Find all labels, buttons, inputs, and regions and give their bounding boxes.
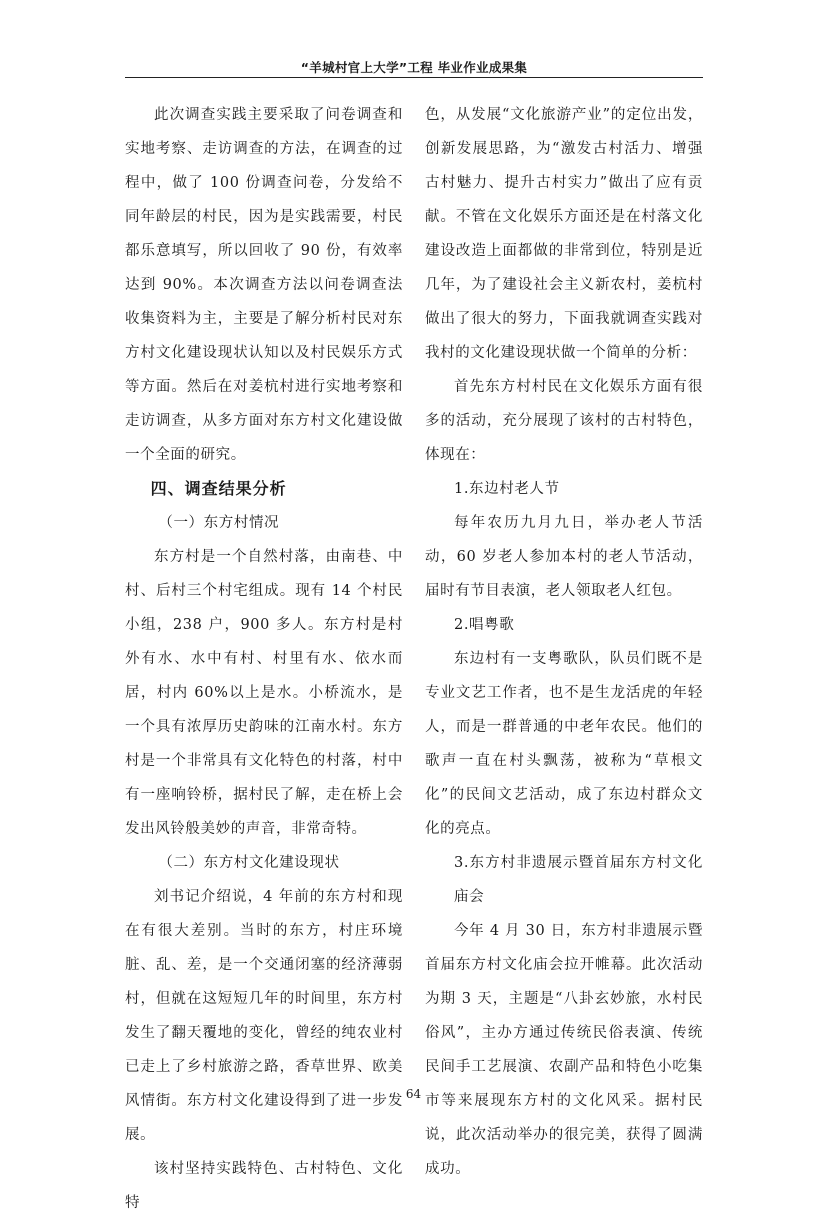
left-column: [125, 98, 403, 1220]
paragraph: 每年农历九月九日，举办老人节活动，60 岁老人参加本村的老人节活动，届时有节目表演，老人领取老人红包。: [425, 515, 703, 599]
subsection-heading: （一）东方村情况: [158, 515, 280, 531]
list-item-heading: 2.唱粤歌: [454, 617, 515, 633]
list-item-heading: 3.东方村非遗展示暨首届东方村文化庙会: [454, 855, 703, 905]
header-rule: [125, 77, 703, 78]
page-number: 64: [405, 1087, 422, 1101]
paragraph: 刘书记介绍说，4 年前的东方村和现在有很大差别。当时的东方，村庄环境脏、乱、差，是一个交通闭塞的经济薄弱村，但就在这短短几年的时间里，东方村发生了翻天覆地的变化，曾经的纯农业村已走上了乡村旅游之路，香草世界、欧美风情街。东方村文化建设得到了进一步发展。: [125, 889, 403, 1143]
list-item-heading: 1.东边村老人节: [454, 481, 560, 497]
section-heading: 四、调查结果分析: [150, 479, 287, 498]
paragraph: 色，从发展“文化旅游产业”的定位出发，创新发展思路，为“激发古村活力、增强古村魅力、提升古村实力”做出了应有贡献。不管在文化娱乐方面还是在村落文化建设改造上面都做的非常到位，特别是近几年，为了建设社会主义新农村，姜杭村做出了很大的努力，下面我就调查实践对我村的文化建设现状做一个简单的分析：: [425, 107, 703, 361]
paragraph: 此次调查实践主要采取了问卷调查和实地考察、走访调查的方法，在调查的过程中，做了 100 份调查问卷，分发给不同年龄层的村民，因为是实践需要，村民都乐意填写，所以回收了 90 份，有效率达到 90%。本次调查方法以问卷调查法收集资料为主，主要是了解分析村民对东方村文化建设现状认知以及村民娱乐方式等方面。然后在对姜杭村进行实地考察和走访调查，从多方面对东方村文化建设做一个全面的研究。: [125, 107, 403, 463]
subsection-heading: （二）东方村文化建设现状: [158, 855, 340, 871]
right-column: [425, 98, 703, 1186]
running-header: “羊城村官上大学”工程 毕业作业成果集: [300, 60, 528, 75]
paragraph: 首先东方村村民在文化娱乐方面有很多的活动，充分展现了该村的古村特色，体现在：: [425, 379, 703, 463]
paragraph: 东方村是一个自然村落，由南巷、中村、后村三个村宅组成。现有 14 个村民小组，238 户，900 多人。东方村是村外有水、水中有村、村里有水、依水而居，村内 60%以上是水。小桥流水，是一个具有浓厚历史韵味的江南水村。东方村是一个非常具有文化特色的村落，村中有一座响铃桥，据村民了解，走在桥上会发出风铃般美妙的声音，非常奇特。: [125, 549, 403, 837]
paragraph: 今年 4 月 30 日，东方村非遗展示暨首届东方村文化庙会拉开帷幕。此次活动为期 3 天，主题是“八卦玄妙旅，水村民俗风”，主办方通过传统民俗表演、传统民间手工艺展演、农副产品和特色小吃集市等来展现东方村的文化风采。据村民说，此次活动举办的很完美，获得了圆满成功。: [425, 923, 703, 1177]
paragraph: 该村坚持实践特色、古村特色、文化特: [125, 1161, 403, 1211]
paragraph: 东边村有一支粤歌队，队员们既不是专业文艺工作者，也不是生龙活虎的年轻人，而是一群普通的中老年农民。他们的歌声一直在村头飘荡，被称为“草根文化”的民间文艺活动，成了东边村群众文化的亮点。: [425, 651, 703, 837]
